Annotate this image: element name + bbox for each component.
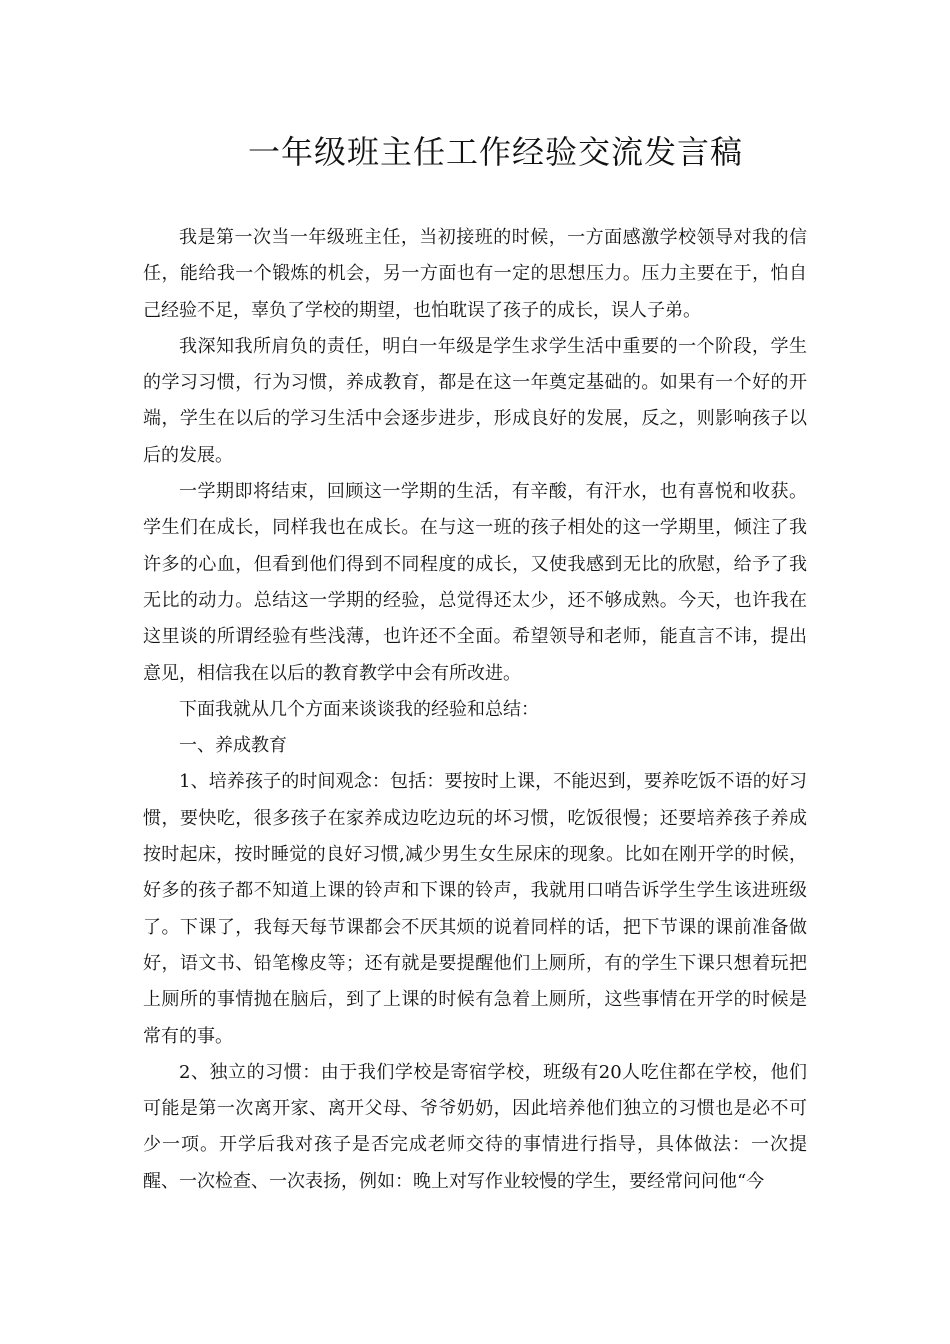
paragraph-time-concept: 1、培养孩子的时间观念：包括：要按时上课，不能迟到，要养吃饭不语的好习惯，要快吃，很多孩子在家养成边吃边玩的坏习惯，吃饭很慢；还要培养孩子养成按时起床，按时睡觉的良好习惯,减少男生女生尿床的现象。比如在刚开学的时候，好多的孩子都不知道上课的铃声和下课的铃声，我就用口哨告诉学生学生该进班级了。下课了，我每天每节课都会不厌其烦的说着同样的话，把下节课的课前准备做好，语文书、铅笔橡皮等；还有就是要提醒他们上厕所，有的学生下课只想着玩把上厕所的事情抛在脑后，到了上课的时候有急着上厕所，这些事情在开学的时候是常有的事。 [143, 771, 807, 1047]
paragraph-outline: 下面我就从几个方面来谈谈我的经验和总结： [179, 698, 539, 720]
document-title: 一年级班主任工作经验交流发言稿 [248, 133, 744, 171]
section-heading-habit-education: 一、养成教育 [179, 735, 287, 757]
paragraph-independence: 2、独立的习惯：由于我们学校是寄宿学校，班级有20人吃住都在学校，他们可能是第一次离开家、离开父母、爷爷奶奶，因此培养他们独立的习惯也是必不可少一项。开学后我对孩子是否完成老师交待的事情进行指导，具体做法：一次提醒、一次检查、一次表扬，例如：晚上对写作业较慢的学生，要经常问问他“今 [143, 1061, 807, 1192]
document-body [143, 220, 807, 1200]
paragraph-responsibility: 我深知我所肩负的责任，明白一年级是学生求学生活中重要的一个阶段，学生的学习习惯，行为习惯，养成教育，都是在这一年奠定基础的。如果有一个好的开端，学生在以后的学习生活中会逐步进步，形成良好的发展，反之，则影响孩子以后的发展。 [143, 335, 807, 466]
paragraph-reflection: 一学期即将结束，回顾这一学期的生活，有辛酸，有汗水，也有喜悦和收获。学生们在成长，同样我也在成长。在与这一班的孩子相处的这一学期里，倾注了我许多的心血，但看到他们得到不同程度的成长，又使我感到无比的欣慰，给予了我无比的动力。总结这一学期的经验，总觉得还太少，还不够成熟。今天，也许我在这里谈的所谓经验有些浅薄，也许还不全面。希望领导和老师，能直言不讳，提出意见，相信我在以后的教育教学中会有所改进。 [143, 481, 807, 684]
paragraph-intro: 我是第一次当一年级班主任，当初接班的时候，一方面感激学校领导对我的信任，能给我一个锻炼的机会，另一方面也有一定的思想压力。压力主要在于，怕自己经验不足，辜负了学校的期望，也怕耽误了孩子的成长，误人子弟。 [143, 227, 807, 321]
